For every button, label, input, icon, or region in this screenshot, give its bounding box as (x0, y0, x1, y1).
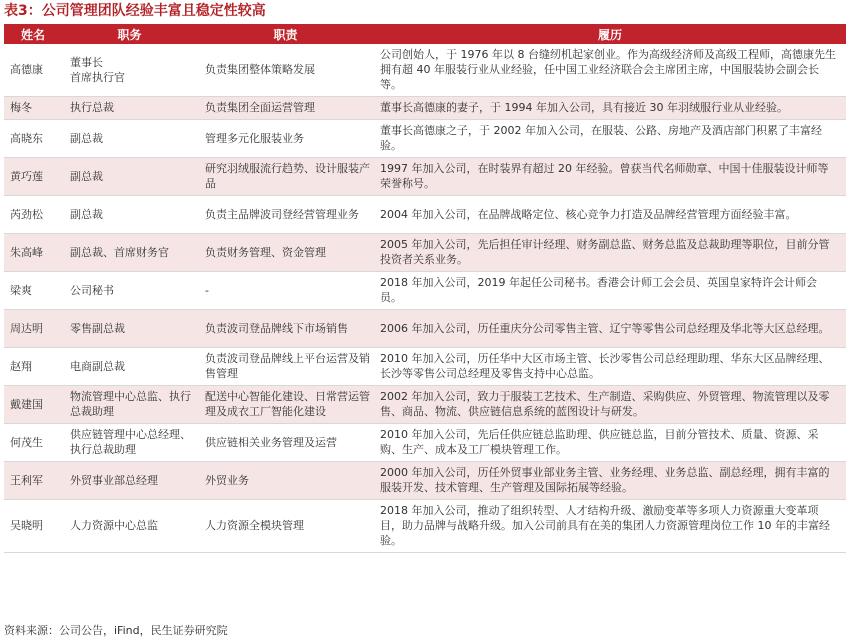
cell-position: 董事长 首席执行官 (62, 44, 197, 96)
cell-bio: 2010 年加入公司，历任华中大区市场主管、长沙零售公司总经理助理、华东大区品牌经理、长沙等零售公司总经理及零售支持中心总监。 (374, 347, 846, 385)
cell-name: 高德康 (4, 44, 62, 96)
cell-position: 副总裁、首席财务官 (62, 233, 197, 271)
cell-name: 何茂生 (4, 423, 62, 461)
cell-position: 物流管理中心总监、执行总裁助理 (62, 385, 197, 423)
cell-bio: 2006 年加入公司，历任重庆分公司零售主管、辽宁等零售公司总经理及华北等大区总经理。 (374, 309, 846, 347)
cell-name: 高晓东 (4, 119, 62, 157)
source-note: 资料来源：公司公告，iFind，民生证券研究院 (4, 624, 228, 637)
cell-position: 副总裁 (62, 195, 197, 233)
table-row (4, 119, 846, 157)
cell-duty: 外贸业务 (197, 461, 374, 499)
header-duty: 职责 (197, 24, 374, 44)
table-row (4, 461, 846, 499)
table-row (4, 233, 846, 271)
table-title: 表3：公司管理团队经验丰富且稳定性较高 (4, 3, 266, 19)
header-bio: 履历 (374, 24, 846, 44)
cell-duty: 负责财务管理、资金管理 (197, 233, 374, 271)
cell-name: 赵翔 (4, 347, 62, 385)
header-row (4, 24, 846, 44)
cell-bio: 2018 年加入公司，2019 年起任公司秘书。香港会计师工会会员、英国皇家特许会计师会员。 (374, 271, 846, 309)
cell-name: 芮劲松 (4, 195, 62, 233)
cell-bio: 公司创始人，于 1976 年以 8 台缝纫机起家创业。作为高级经济师及高级工程师，高德康先生拥有超 40 年服装行业从业经验，任中国工业经济联合会主席团主席，中国服装协会副会长等。 (374, 44, 846, 96)
cell-bio: 2018 年加入公司，推动了组织转型、人才结构升级、激励变革等多项人力资源重大变革项目，助力品牌与战略升级。加入公司前具有在美的集团人力资源管理岗位工作 10 年的丰富经验。 (374, 499, 846, 552)
cell-duty: 研究羽绒服流行趋势、设计服装产品 (197, 157, 374, 195)
table-row (4, 96, 846, 119)
table-row (4, 309, 846, 347)
table-row (4, 271, 846, 309)
cell-name: 周达明 (4, 309, 62, 347)
cell-position: 副总裁 (62, 119, 197, 157)
table-row (4, 385, 846, 423)
cell-position: 外贸事业部总经理 (62, 461, 197, 499)
cell-duty: 配送中心智能化建设、日常营运管理及成衣工厂智能化建设 (197, 385, 374, 423)
cell-duty: 人力资源全模块管理 (197, 499, 374, 552)
table-row (4, 195, 846, 233)
cell-position: 电商副总裁 (62, 347, 197, 385)
cell-bio: 2002 年加入公司，致力于服装工艺技术、生产制造、采购供应、外贸管理、物流管理以及零售、商品、物流、供应链信息系统的蓝图设计与研发。 (374, 385, 846, 423)
cell-bio: 董事长高德康之子，于 2002 年加入公司，在服装、公路、房地产及酒店部门积累了丰富经验。 (374, 119, 846, 157)
cell-duty: - (197, 271, 374, 309)
cell-bio: 2010 年加入公司，先后任供应链总监助理、供应链总监，目前分管技术、质量、资源、采购、生产、成本及工厂模块管理工作。 (374, 423, 846, 461)
cell-position: 执行总裁 (62, 96, 197, 119)
cell-name: 梁爽 (4, 271, 62, 309)
cell-bio: 2005 年加入公司，先后担任审计经理、财务副总监、财务总监及总裁助理等职位，目前分管投资者关系业务。 (374, 233, 846, 271)
cell-name: 梅冬 (4, 96, 62, 119)
cell-duty: 负责集团整体策略发展 (197, 44, 374, 96)
management-table (4, 24, 846, 553)
cell-position: 公司秘书 (62, 271, 197, 309)
table-row (4, 44, 846, 96)
cell-duty: 负责波司登品牌线上平台运营及销售管理 (197, 347, 374, 385)
cell-position: 零售副总裁 (62, 309, 197, 347)
cell-name: 吴晓明 (4, 499, 62, 552)
cell-name: 王利军 (4, 461, 62, 499)
cell-duty: 管理多元化服装业务 (197, 119, 374, 157)
cell-name: 朱高峰 (4, 233, 62, 271)
header-position: 职务 (62, 24, 197, 44)
cell-duty: 供应链相关业务管理及运营 (197, 423, 374, 461)
table-row (4, 157, 846, 195)
header-name: 姓名 (4, 24, 62, 44)
table-row (4, 347, 846, 385)
cell-bio: 1997 年加入公司，在时装界有超过 20 年经验。曾获当代名师勋章、中国十佳服装设计师等荣誉称号。 (374, 157, 846, 195)
cell-position: 副总裁 (62, 157, 197, 195)
cell-bio: 2000 年加入公司，历任外贸事业部业务主管、业务经理、业务总监、副总经理，拥有丰富的服装开发、技术管理、生产管理及国际拓展等经验。 (374, 461, 846, 499)
cell-position: 人力资源中心总监 (62, 499, 197, 552)
table-row (4, 499, 846, 552)
cell-position: 供应链管理中心总经理、执行总裁助理 (62, 423, 197, 461)
cell-name: 戴建国 (4, 385, 62, 423)
cell-name: 黄巧莲 (4, 157, 62, 195)
table-row (4, 423, 846, 461)
cell-duty: 负责主品牌波司登经营管理业务 (197, 195, 374, 233)
cell-bio: 董事长高德康的妻子，于 1994 年加入公司，具有接近 30 年羽绒服行业从业经验。 (374, 96, 846, 119)
cell-duty: 负责集团全面运营管理 (197, 96, 374, 119)
cell-duty: 负责波司登品牌线下市场销售 (197, 309, 374, 347)
cell-bio: 2004 年加入公司，在品牌战略定位、核心竞争力打造及品牌经营管理方面经验丰富。 (374, 195, 846, 233)
table-body (4, 44, 846, 552)
